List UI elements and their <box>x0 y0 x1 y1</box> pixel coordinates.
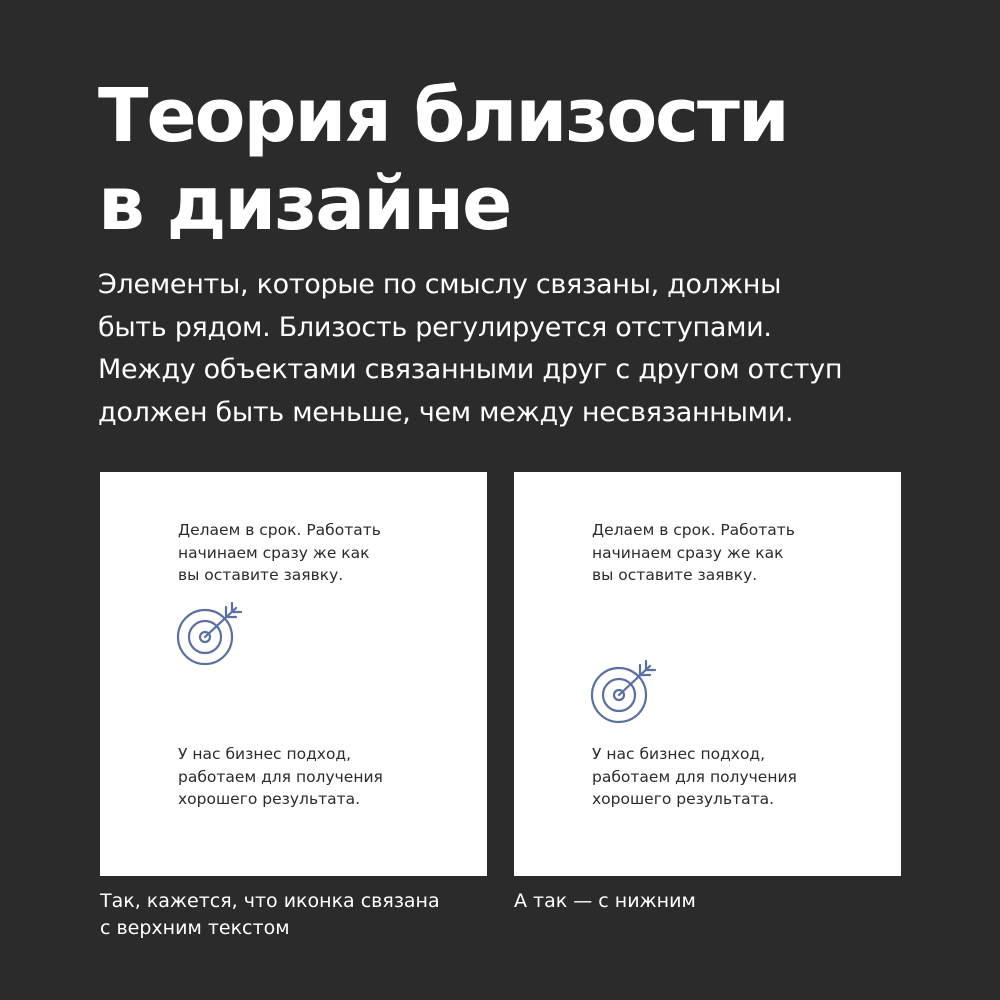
intro-line-3: Между объектами связанными друг с другом отступ <box>98 354 843 385</box>
caption-bad-example <box>100 888 440 942</box>
card-top-text <box>592 519 892 587</box>
title-line-2: в дизайне <box>98 161 511 247</box>
card-bottom-text-line: работаем для получения <box>178 767 383 786</box>
caption-line: Так, кажется, что иконка связана <box>100 890 440 912</box>
card-top-text-line: начинаем сразу же как <box>178 543 370 562</box>
card-bottom-text-line: хорошего результата. <box>592 790 775 808</box>
card-bottom-text-line: работаем для получения <box>592 767 797 786</box>
card-bottom-text-line: хорошего результата. <box>178 790 361 808</box>
target-arrow-icon <box>590 660 660 730</box>
example-card-good <box>514 472 901 876</box>
card-top-text-line: Делаем в срок. Работать <box>178 521 381 539</box>
intro-line-1: Элементы, которые по смыслу связаны, должны <box>98 269 782 300</box>
example-card-bad <box>100 472 487 876</box>
caption-line: А так — с нижним <box>514 890 696 912</box>
caption-good-example <box>514 888 696 915</box>
page-title <box>98 72 958 248</box>
card-top-text-line: вы оставите заявку. <box>178 566 344 584</box>
intro-line-2: быть рядом. Близость регулируется отступами. <box>98 311 772 343</box>
card-top-text-line: начинаем сразу же как <box>592 543 784 562</box>
card-top-text <box>178 519 478 587</box>
card-bottom-text <box>178 743 478 811</box>
title-line-1: Теория близости <box>98 73 788 159</box>
card-top-text-line: Делаем в срок. Работать <box>592 521 795 539</box>
target-arrow-icon <box>176 602 246 672</box>
intro-paragraph <box>98 264 978 434</box>
intro-line-4: должен быть меньше, чем между несвязанными. <box>98 396 794 428</box>
caption-line: с верхним текстом <box>100 917 290 939</box>
card-bottom-text <box>592 743 892 811</box>
card-bottom-text-line: У нас бизнес подход, <box>178 745 352 763</box>
card-top-text-line: вы оставите заявку. <box>592 566 758 584</box>
card-bottom-text-line: У нас бизнес подход, <box>592 745 766 763</box>
